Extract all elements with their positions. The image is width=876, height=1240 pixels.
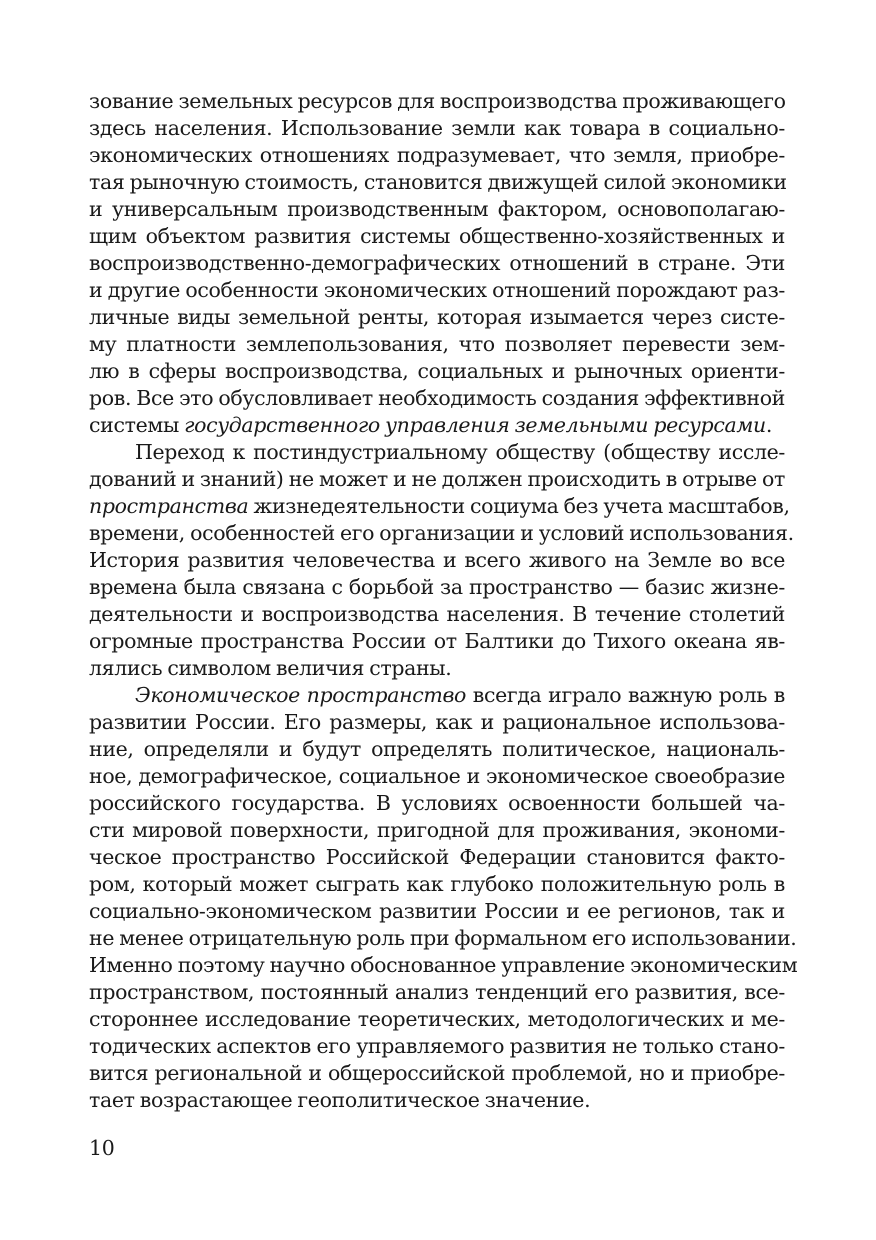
text-line <box>89 1060 785 1087</box>
text-line <box>89 682 785 709</box>
text-segment: му платности землепользования, что позволяет перевести зем- <box>89 332 785 356</box>
text-segment: лялись символом величия страны. <box>89 656 452 680</box>
text-segment: всегда играло важную роль в <box>466 683 785 707</box>
text-line <box>89 628 785 655</box>
text-line <box>89 871 785 898</box>
text-segment: сти мировой поверхности, пригодной для проживания, экономи- <box>89 818 785 842</box>
text-line <box>89 709 785 736</box>
text-line <box>89 520 794 547</box>
text-line <box>89 1087 785 1114</box>
text-line <box>89 601 785 628</box>
text-segment: ческое пространство Российской Федерации становится факто- <box>89 845 785 869</box>
text-line <box>89 304 785 331</box>
text-line <box>89 88 785 115</box>
text-line <box>89 574 785 601</box>
text-segment: деятельности и воспроизводства населения. В течение столетий <box>89 602 785 626</box>
text-line <box>89 412 785 439</box>
paragraph <box>89 682 798 1114</box>
text-segment: ное, демографическое, социальное и экономическое своеобразие <box>89 764 785 788</box>
text-line <box>89 223 785 250</box>
text-segment: системы <box>89 413 185 437</box>
text-line <box>89 655 785 682</box>
text-line <box>89 466 785 493</box>
text-segment: развитии России. Его размеры, как и рациональное использова- <box>89 710 785 734</box>
text-line <box>89 817 785 844</box>
page-number: 10 <box>89 1136 115 1160</box>
text-segment: тает возрастающее геополитическое значение. <box>89 1088 591 1112</box>
text-segment: ров. Все это обусловливает необходимость создания эффективной <box>89 386 785 410</box>
text-segment: тодических аспектов его управляемого развития не только стано- <box>89 1034 785 1058</box>
text-line <box>89 952 798 979</box>
text-line <box>89 925 797 952</box>
text-segment: социально-экономическом развитии России и ее регионов, так и <box>89 899 785 923</box>
text-segment: воспроизводственно-демографических отношений в стране. Эти <box>89 251 785 275</box>
italic-term: пространства <box>89 494 249 518</box>
text-segment: пространством, постоянный анализ тенденций его развития, все- <box>89 980 785 1004</box>
text-line <box>89 196 785 223</box>
text-line <box>89 763 785 790</box>
paragraph <box>89 88 785 439</box>
text-line <box>89 547 785 574</box>
text-line <box>89 898 785 925</box>
text-segment: времени, особенностей его организации и условий использования. <box>89 521 794 545</box>
text-segment: и универсальным производственным фактором, основополагаю- <box>89 197 785 221</box>
text-segment: лю в сферы воспроизводства, социальных и рыночных ориенти- <box>89 359 785 383</box>
text-segment: ние, определяли и будут определять политическое, националь- <box>89 737 785 761</box>
text-segment: дований и знаний) не может и не должен происходить в отрыве от <box>89 467 785 491</box>
paragraph <box>89 439 794 682</box>
text-segment: российского государства. В условиях освоенности большей ча- <box>89 791 785 815</box>
text-segment: личные виды земельной ренты, которая изымается через систе- <box>89 305 785 329</box>
text-segment: тая рыночную стоимость, становится движущей силой экономики <box>89 170 787 194</box>
text-line <box>89 277 785 304</box>
text-line <box>89 385 785 412</box>
text-line <box>89 169 785 196</box>
italic-term: Экономическое пространство <box>135 683 467 707</box>
text-segment: не менее отрицательную роль при формальном его использовании. <box>89 926 797 950</box>
text-segment: времена была связана с борьбой за пространство — базис жизне- <box>89 575 785 599</box>
text-segment: жизнедеятельности социума без учета масштабов, <box>248 494 790 518</box>
text-segment: вится региональной и общероссийской проблемой, но и приобре- <box>89 1061 785 1085</box>
text-segment: . <box>765 413 772 437</box>
text-segment: зование земельных ресурсов для воспроизводства проживающего <box>89 89 786 113</box>
text-segment: Именно поэтому научно обоснованное управление экономическим <box>89 953 798 977</box>
text-segment: щим объектом развития системы общественно-хозяйственных и <box>89 224 785 248</box>
text-line <box>89 1033 785 1060</box>
text-segment: экономических отношениях подразумевает, что земля, приобре- <box>89 143 785 167</box>
text-line <box>89 358 785 385</box>
text-line <box>89 115 785 142</box>
text-line <box>89 790 785 817</box>
text-line <box>89 250 785 277</box>
text-segment: История развития человечества и всего живого на Земле во все <box>89 548 785 572</box>
text-segment: и другие особенности экономических отношений порождают раз- <box>89 278 785 302</box>
page-body <box>89 88 798 1114</box>
text-line <box>89 439 785 466</box>
text-line <box>89 979 785 1006</box>
text-line <box>89 736 785 763</box>
italic-term: государственного управления земельными ресурсами <box>184 413 766 437</box>
text-segment: стороннее исследование теоретических, методологических и ме- <box>89 1007 785 1031</box>
text-line <box>89 142 785 169</box>
text-line <box>89 493 790 520</box>
text-line <box>89 331 785 358</box>
text-segment: ром, который может сыграть как глубоко положительную роль в <box>89 872 785 896</box>
text-line <box>89 844 785 871</box>
text-line <box>89 1006 785 1033</box>
text-segment: огромные пространства России от Балтики до Тихого океана яв- <box>89 629 785 653</box>
text-segment: Переход к постиндустриальному обществу (обществу иссле- <box>135 440 785 464</box>
text-segment: здесь населения. Использование земли как товара в социально- <box>89 116 785 140</box>
